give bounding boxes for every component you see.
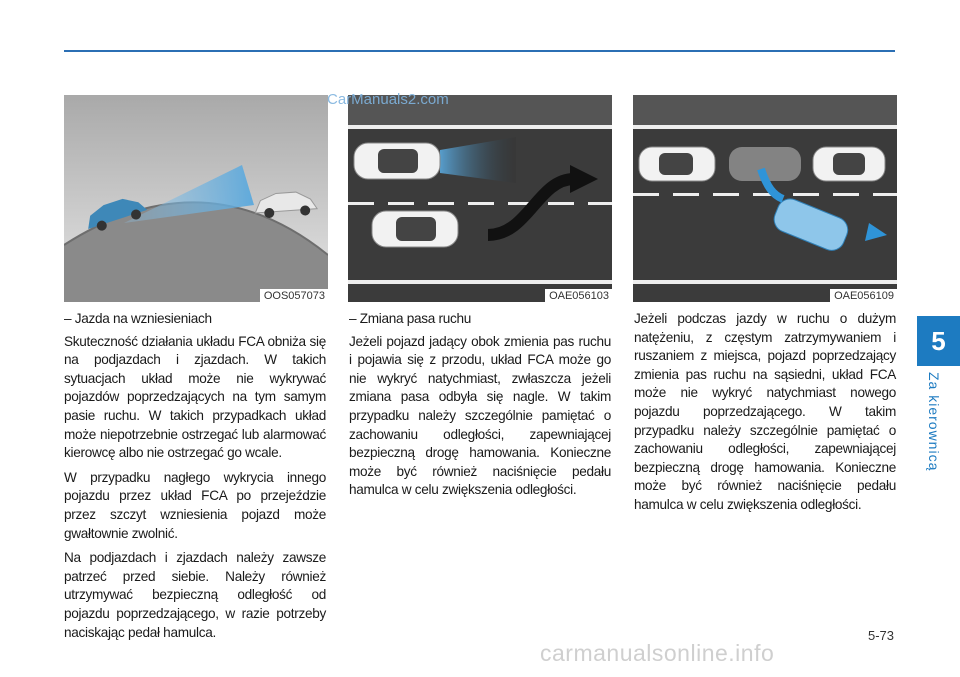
figure-traffic xyxy=(633,95,897,302)
paragraph: Na podjazdach i zjazdach należy zawsze patrzeć przed siebie. Należy również utrzymywać bezpieczną odległość od pojazdu poprzedzającego, w razie potrzeby naciskając pedał hamulca. xyxy=(64,550,326,640)
hill-illustration xyxy=(64,95,328,302)
subheading: – Jazda na wzniesieniach xyxy=(64,311,212,326)
paragraph: Jeżeli pojazd jadący obok zmienia pas ruchu i pojawia się z przodu, układ FCA może go nie wykryć natychmiast, zwłaszcza jeżeli zmiana pasa odbyła się nagle. W takim przypadku należy szczególnie pamiętać o zachowaniu odległości, zapewniającej bezpieczną drogę hamowania. Konieczne może być również naciśnięcie pedału hamulca w celu zwiększenia odległości. xyxy=(349,333,611,498)
column-3 xyxy=(634,310,896,521)
watermark-top: CarManuals2.com xyxy=(327,91,449,108)
subheading: – Zmiana pasa ruchu xyxy=(349,311,472,326)
column-2 xyxy=(349,310,611,506)
page-number: 5-73 xyxy=(867,628,894,643)
chapter-label: Za kierownicą xyxy=(926,372,942,472)
figure-lane-change xyxy=(348,95,612,302)
merging-car-icon xyxy=(372,211,458,247)
figure-code: OAE056109 xyxy=(830,289,897,302)
column-1 xyxy=(64,310,326,648)
traffic-illustration xyxy=(633,95,897,302)
figure-hill xyxy=(64,95,328,302)
figure-code: OOS057073 xyxy=(260,289,328,302)
lane-change-illustration xyxy=(348,95,612,302)
chapter-number: 5 xyxy=(931,325,946,356)
header-rule xyxy=(64,50,895,52)
ahead-car-icon xyxy=(813,147,885,181)
paragraph: Skuteczność działania układu FCA obniża się na podjazdach i zjazdach. W takich sytuacjach układ może nie wykrywać pojazdów poprzedzających na tym samym pasie ruchu. W takich przypadkach układ może niepotrzebnie ostrzegać lub alarmować kierowcę albo nie ostrzegać go wcale. xyxy=(64,333,326,461)
own-car-icon xyxy=(354,143,440,179)
paragraph: Jeżeli podczas jazdy w ruchu o dużym natężeniu, z częstym zatrzymywaniem i ruszaniem z miejsca, pojazd poprzedzający zmienia pas ruchu na sąsiedni, układ FCA może nie wykryć natychmiast nowego pojazdu poprzedzającego. W takim przypadku należy szczególnie pamiętać o zachowaniu odległości, zapewniającej bezpieczną drogę hamowania. Konieczne może być również naciśnięcie pedału hamulca w celu zwiększenia odległości. xyxy=(634,311,896,512)
own-car-icon xyxy=(639,147,715,181)
paragraph: W przypadku nagłego wykrycia innego pojazdu przez układ FCA po przejeździe przez szczyt wzniesienia pojazd może gwałtownie zwolnić. xyxy=(64,469,326,541)
figure-code: OAE056103 xyxy=(545,289,612,302)
watermark-bottom: carmanualsonline.info xyxy=(540,640,775,666)
chapter-tab[interactable] xyxy=(917,316,960,366)
